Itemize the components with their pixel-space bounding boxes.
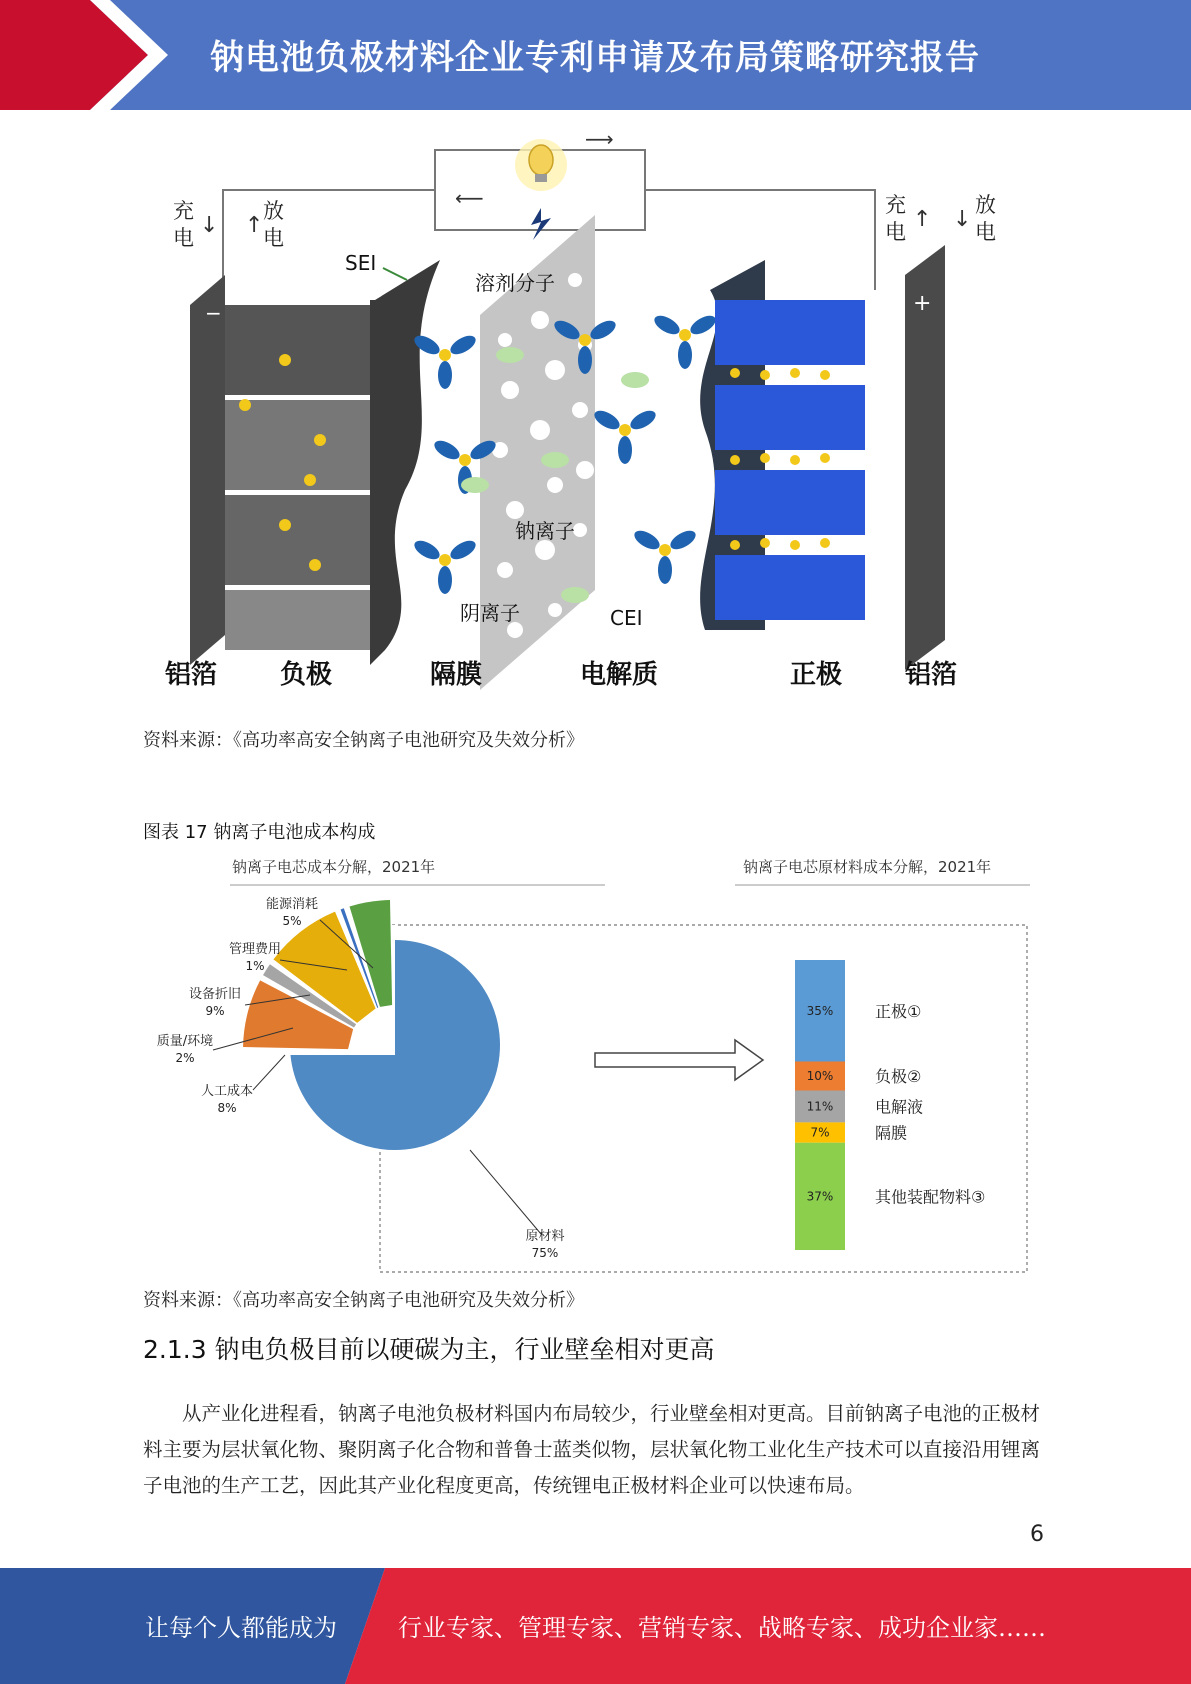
body-paragraph: 从产业化进程看，钠离子电池负极材料国内布局较少，行业壁垒相对更高。目前钠离子电池的正极材料主要为层状氧化物、聚阴离子化合物和普鲁士蓝类似物，层状氧化物工业化生产技术可以直接沿用锂离子电池的生产工艺，因此其产业化程度更高，传统锂电正极材料企业可以快速布局。 [143,1402,1041,1497]
discharge-label-right: 放电 [975,193,996,244]
pie-chart-title: 钠离子电芯成本分解，2021年 [232,858,436,876]
bar-chart-title: 钠离子电芯原材料成本分解，2021年 [743,858,992,876]
cost-figure-source: 资料来源：《高功率高安全钠离子电池研究及失效分析》 [143,1290,584,1311]
bar-value-label-0: 35% [806,1003,834,1018]
svg-text:↓: ↓ [953,207,972,232]
label-anode: 负极 [280,660,333,690]
discharge-label-left: 放电 [263,199,284,250]
label-electrolyte: 电解质 [580,660,659,690]
pie-category-label-2: 质量/环境 [156,1034,214,1049]
pie-exploded-slices [243,900,395,1055]
anode-graphite-layers [225,305,375,650]
bar-category-label-3: 隔膜 [875,1123,908,1143]
body-text [143,1396,1048,1504]
solvent-molecule-label: 溶剂分子 [475,271,555,295]
report-title: 钠电池负极材料企业专利申请及布局策略研究报告 [210,38,980,78]
cost-structure-charts [145,850,1045,1280]
pie-category-label-5: 能源消耗 [265,897,319,912]
svg-text:−: − [205,301,222,325]
pie-value-label-3: 9% [205,1004,225,1018]
label-aluminum-foil-left: 铝箔 [165,660,218,690]
aluminum-foil-left [190,275,225,665]
pie-category-label-3: 设备折旧 [188,987,242,1002]
bar-category-label-1: 负极② [875,1067,922,1086]
page-number: 6 [1030,1522,1044,1547]
pie-value-label-4: 1% [245,959,265,973]
bar-legend [875,1002,985,1207]
light-bulb-icon [515,139,567,191]
pie-value-label-0: 75% [531,1246,559,1260]
bar-category-label-4: 其他装配物料③ [875,1187,986,1207]
pie-value-label-5: 5% [282,914,302,928]
sodium-battery-diagram [145,130,1025,695]
pie-category-label-1: 人工成本 [200,1084,254,1099]
bar-value-label-4: 37% [806,1189,834,1204]
svg-text:⟵: ⟵ [455,186,484,210]
stacked-bar [795,960,845,1250]
svg-text:+: + [913,291,932,316]
sodium-ion-label: 钠离子 [515,519,575,543]
sei-label: SEI [345,251,377,275]
label-aluminum-foil-right: 铝箔 [905,660,958,690]
svg-text:↓: ↓ [200,213,219,238]
bar-value-label-3: 7% [810,1125,830,1140]
label-separator: 隔膜 [430,660,483,690]
label-cathode: 正极 [790,660,843,690]
pie-value-label-1: 8% [217,1101,237,1115]
svg-text:↑: ↑ [913,207,932,232]
pie-category-label-4: 管理费用 [228,942,282,957]
charge-label-left: 充电 [173,199,194,250]
page-header [0,0,1191,110]
battery-figure-source: 资料来源：《高功率高安全钠离子电池研究及失效分析》 [143,730,584,751]
footer-slogan-right: 行业专家、管理专家、营销专家、战略专家、成功企业家…… [398,1614,1046,1642]
svg-text:⟶: ⟶ [585,130,614,151]
pie-category-label-0: 原材料 [525,1229,565,1244]
footer-slogan-left: 让每个人都能成为 [145,1614,337,1642]
bar-category-label-0: 正极① [875,1001,922,1021]
anion-label: 阴离子 [460,601,520,625]
cei-label: CEI [610,606,643,630]
page-footer [0,1568,1191,1684]
cost-figure-title: 图表 17 钠离子电池成本构成 [143,822,376,843]
bar-value-label-1: 10% [806,1069,834,1083]
arrow-icon [595,1040,763,1080]
bar-category-label-2: 电解液 [875,1097,924,1117]
section-heading: 2.1.3 钠电负极目前以硬碳为主，行业壁垒相对更高 [143,1335,715,1364]
bar-value-label-2: 11% [806,1099,834,1114]
charge-label-right: 充电 [885,193,906,244]
pie-value-label-2: 2% [175,1051,195,1065]
svg-text:↑: ↑ [245,213,264,238]
